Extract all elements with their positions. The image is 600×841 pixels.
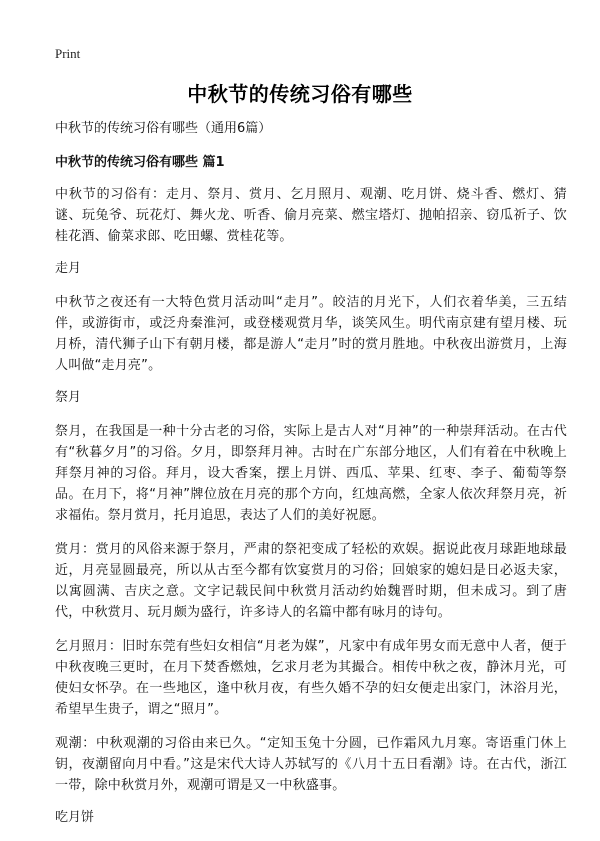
paragraph-guanchao: 观潮：中秋观潮的习俗由来已久。“定知玉兔十分圆，已作霜风九月寒。寄语重门休上钥，夜潮留向月中看。”这是宋代大诗人苏轼写的《八月十五日看潮》诗。在古代，浙江一带，除中秋赏月外，观潮可谓是又一中秋盛事。 [55, 736, 567, 793]
page-title: 中秋节的传统习俗有哪些 [187, 82, 413, 106]
paragraph-shangyue: 赏月：赏月的风俗来源于祭月，严肃的祭祀变成了轻松的欢娱。据说此夜月球距地球最近，月亮显圆最亮，所以从古至今都有饮宴赏月的习俗；回娘家的媳妇是日必返夫家，以寓圆满、吉庆之意。文字记载民间中秋赏月活动约始魏晋时期，但未成习。到了唐代，中秋赏月、玩月颇为盛行，许多诗人的名篇中都有咏月的诗句。 [55, 542, 567, 620]
label-chiyuebing: 吃月饼 [55, 810, 95, 825]
paragraph-zouyue: 中秋节之夜还有一大特色赏月活动叫“走月”。皎洁的月光下，人们衣着华美，三五结伴，或游街市，或泛舟秦淮河，或登楼观赏月华，谈笑风生。明代南京建有望月楼、玩月桥，清代狮子山下有朝月楼，都是游人“走月”时的赏月胜地。中秋夜出游赏月，上海人叫做“走月亮”。 [55, 295, 567, 373]
print-link[interactable]: Print [55, 46, 81, 61]
article-subtitle: 中秋节的传统习俗有哪些（通用6篇） [55, 121, 272, 136]
intro-paragraph: 中秋节的习俗有：走月、祭月、赏月、乞月照月、观潮、吃月饼、烧斗香、燃灯、猜谜、玩兔爷、玩花灯、舞火龙、听香、偷月亮菜、燃宝塔灯、抛帕招亲、窃瓜祈子、饮桂花酒、偷菜求郎、吃田螺、赏桂花等。 [55, 187, 567, 244]
section-heading: 中秋节的传统习俗有哪些 篇1 [55, 155, 225, 170]
paragraph-jiyue: 祭月，在我国是一种十分古老的习俗，实际上是古人对“月神”的一种崇拜活动。在古代有“秋暮夕月”的习俗。夕月，即祭拜月神。古时在广东部分地区，人们有着在中秋晚上拜祭月神的习俗。拜月，设大香案，摆上月饼、西瓜、苹果、红枣、李子、葡萄等祭品。在月下，将“月神”牌位放在月亮的那个方向，红烛高燃，全家人依次拜祭月亮，祈求福佑。祭月赏月，托月追思，表达了人们的美好祝愿。 [55, 424, 567, 523]
paragraph-qiyue: 乞月照月：旧时东莞有些妇女相信“月老为媒”，凡家中有成年男女而无意中人者，便于中秋夜晚三更时，在月下焚香燃烛，乞求月老为其撮合。相传中秋之夜，静沐月光，可使妇女怀孕。在一些地区，逢中秋月夜，有些久婚不孕的妇女便走出家门，沐浴月光，希望早生贵子，谓之“照月”。 [55, 639, 567, 717]
label-jiyue: 祭月 [55, 390, 82, 405]
article-body [55, 120, 567, 841]
label-zouyue: 走月 [55, 261, 82, 276]
